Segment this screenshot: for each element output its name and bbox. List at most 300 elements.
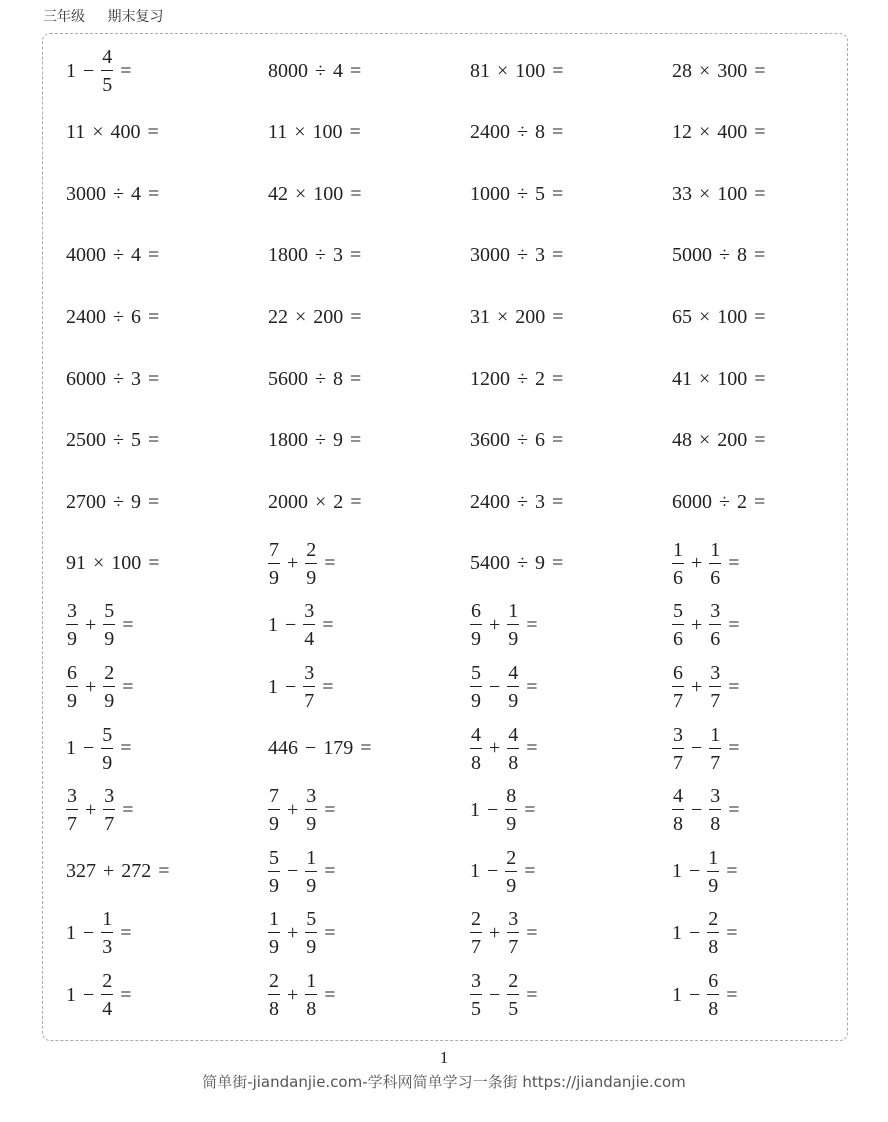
denominator: 9 — [508, 628, 519, 651]
fraction — [66, 786, 78, 834]
operator: = — [360, 737, 372, 760]
number: 48 — [672, 429, 692, 452]
fraction — [66, 601, 78, 649]
operator: × — [92, 121, 104, 144]
operator: − — [83, 921, 95, 944]
fraction — [709, 601, 721, 649]
problem-row — [43, 349, 847, 409]
math-problem — [468, 965, 543, 1025]
fraction — [672, 540, 684, 588]
math-problem — [468, 103, 568, 163]
number: 100 — [717, 182, 748, 205]
operator: = — [728, 675, 740, 698]
operator: + — [85, 613, 97, 636]
fraction — [709, 786, 721, 834]
operator: + — [85, 675, 97, 698]
operator: − — [83, 737, 95, 760]
number: 100 — [313, 182, 344, 205]
numerator: 2 — [103, 663, 115, 687]
problem-grid — [42, 33, 848, 1041]
math-problem — [670, 349, 771, 409]
number: 9 — [534, 552, 545, 575]
math-problem — [468, 719, 543, 779]
operator: = — [726, 860, 738, 883]
number: 1 — [470, 798, 480, 821]
fraction — [101, 47, 113, 95]
math-problem — [670, 780, 745, 840]
operator: = — [148, 552, 160, 575]
denominator: 9 — [269, 566, 279, 589]
operator: × — [699, 305, 711, 328]
math-problem — [670, 164, 771, 224]
math-problem — [266, 965, 341, 1025]
fraction — [507, 909, 519, 957]
math-problem — [64, 903, 137, 963]
operator: = — [726, 983, 738, 1006]
operator: = — [147, 490, 160, 513]
math-problem — [266, 226, 366, 286]
numerator: 3 — [709, 786, 721, 810]
fraction — [305, 971, 317, 1019]
number: 8 — [332, 367, 343, 390]
operator: ÷ — [113, 182, 124, 205]
operator: ÷ — [113, 305, 124, 328]
problem-row — [43, 472, 847, 532]
math-problem — [670, 411, 771, 471]
denominator: 5 — [508, 998, 519, 1020]
number: 8 — [736, 244, 747, 267]
operator: = — [728, 737, 740, 760]
operator: ÷ — [113, 367, 124, 390]
fraction — [709, 540, 721, 588]
operator: − — [285, 613, 297, 636]
operator: − — [691, 798, 703, 821]
math-problem — [468, 41, 569, 101]
number: 200 — [717, 429, 748, 452]
math-problem — [64, 287, 164, 347]
math-problem — [670, 534, 745, 594]
math-problem — [64, 719, 137, 779]
math-problem — [266, 780, 341, 840]
math-problem — [468, 595, 543, 655]
numerator: 3 — [507, 909, 519, 933]
operator: × — [699, 429, 711, 452]
math-problem — [64, 164, 164, 224]
operator: = — [122, 675, 134, 698]
number: 1 — [268, 675, 278, 698]
operator: ÷ — [517, 367, 528, 390]
denominator: 9 — [506, 874, 517, 897]
math-problem — [266, 534, 341, 594]
operator: = — [324, 798, 336, 821]
operator: − — [691, 737, 703, 760]
operator: + — [85, 798, 97, 821]
number: 6 — [534, 429, 545, 452]
number: 272 — [121, 860, 152, 883]
denominator: 7 — [471, 936, 481, 959]
math-problem — [468, 287, 569, 347]
numerator: 3 — [66, 786, 78, 810]
operator: = — [551, 552, 564, 575]
fraction — [268, 971, 280, 1019]
operator: ÷ — [113, 490, 124, 513]
denominator: 8 — [471, 751, 481, 774]
math-problem — [670, 657, 745, 717]
denominator: 9 — [306, 874, 317, 897]
problem-row — [43, 226, 847, 286]
operator: = — [122, 613, 134, 636]
denominator: 8 — [710, 813, 721, 836]
number: 100 — [515, 59, 546, 82]
denominator: 5 — [102, 74, 113, 96]
math-problem — [64, 534, 165, 594]
number: 12 — [672, 121, 692, 144]
operator: = — [753, 490, 766, 513]
number: 1800 — [268, 429, 308, 452]
operator: + — [691, 613, 703, 636]
number: 3 — [332, 244, 343, 267]
denominator: 9 — [269, 813, 279, 836]
operator: × — [699, 367, 711, 390]
numerator: 2 — [305, 540, 317, 564]
numerator: 6 — [707, 971, 719, 995]
operator: = — [324, 860, 336, 883]
number: 1 — [672, 983, 682, 1006]
numerator: 2 — [470, 909, 482, 933]
number: 200 — [515, 305, 546, 328]
numerator: 5 — [305, 909, 317, 933]
number: 200 — [313, 305, 344, 328]
denominator: 8 — [306, 998, 317, 1020]
numerator: 3 — [709, 601, 721, 625]
number: 42 — [268, 182, 288, 205]
numerator: 4 — [470, 725, 482, 749]
numerator: 7 — [268, 540, 280, 564]
operator: = — [120, 737, 132, 760]
number: 1200 — [470, 367, 510, 390]
operator: ÷ — [517, 552, 528, 575]
denominator: 9 — [506, 813, 517, 836]
operator: ÷ — [113, 244, 124, 267]
denominator: 7 — [104, 813, 115, 836]
fraction — [470, 601, 482, 649]
numerator: 6 — [672, 663, 684, 687]
operator: = — [526, 613, 538, 636]
number: 100 — [312, 121, 343, 144]
operator: = — [324, 552, 336, 575]
operator: = — [147, 244, 160, 267]
denominator: 9 — [471, 628, 481, 651]
math-problem — [266, 842, 341, 902]
number: 5400 — [470, 552, 510, 575]
operator: = — [728, 798, 740, 821]
operator: − — [285, 675, 297, 698]
math-problem — [64, 226, 164, 286]
operator: = — [350, 182, 362, 205]
math-problem — [266, 903, 341, 963]
operator: + — [287, 983, 299, 1006]
number: 3000 — [66, 182, 106, 205]
operator: = — [754, 121, 766, 144]
number: 2400 — [66, 305, 106, 328]
fraction — [507, 725, 519, 773]
number: 179 — [323, 737, 354, 760]
numerator: 5 — [672, 601, 684, 625]
number: 1 — [66, 737, 76, 760]
numerator: 4 — [507, 663, 519, 687]
fraction — [303, 663, 315, 711]
denominator: 7 — [673, 751, 683, 774]
denominator: 6 — [710, 566, 721, 589]
operator: = — [552, 59, 564, 82]
problem-row — [43, 903, 847, 963]
number: 5000 — [672, 244, 712, 267]
denominator: 8 — [269, 998, 279, 1020]
number: 100 — [111, 552, 142, 575]
denominator: 9 — [104, 628, 115, 651]
numerator: 1 — [305, 848, 317, 872]
math-problem — [468, 411, 568, 471]
problem-row — [43, 287, 847, 347]
denominator: 9 — [104, 690, 115, 712]
operator: = — [753, 244, 766, 267]
denominator: 9 — [306, 813, 317, 836]
numerator: 6 — [470, 601, 482, 625]
fraction — [305, 909, 317, 957]
operator: + — [489, 613, 501, 636]
operator: = — [147, 182, 160, 205]
operator: − — [487, 860, 499, 883]
operator: − — [487, 798, 499, 821]
number: 81 — [470, 59, 490, 82]
operator: × — [699, 59, 711, 82]
number: 2500 — [66, 429, 106, 452]
math-problem — [468, 780, 541, 840]
numerator: 1 — [305, 971, 317, 995]
number: 65 — [672, 305, 692, 328]
math-problem — [266, 472, 367, 532]
number: 4 — [130, 182, 141, 205]
number: 2 — [534, 367, 545, 390]
fraction — [103, 601, 115, 649]
denominator: 3 — [102, 936, 113, 959]
operator: = — [726, 921, 738, 944]
page-number: 1 — [439, 1048, 449, 1067]
number: 100 — [717, 305, 748, 328]
numerator: 2 — [707, 909, 719, 933]
math-problem — [64, 780, 139, 840]
number: 91 — [66, 552, 86, 575]
header-title: 期末复习 — [107, 9, 164, 25]
fraction — [672, 725, 684, 773]
operator: + — [287, 798, 299, 821]
page-header — [43, 6, 181, 26]
numerator: 1 — [507, 601, 519, 625]
denominator: 8 — [673, 813, 683, 836]
operator: × — [497, 59, 509, 82]
math-problem — [64, 41, 137, 101]
operator: = — [728, 613, 740, 636]
grade-label: 三年级 — [43, 9, 85, 25]
number: 9 — [130, 490, 141, 513]
number: 6000 — [66, 367, 106, 390]
math-problem — [468, 657, 543, 717]
operator: − — [689, 860, 701, 883]
numerator: 3 — [305, 786, 317, 810]
problem-row — [43, 780, 847, 840]
number: 1 — [672, 921, 682, 944]
numerator: 5 — [103, 601, 115, 625]
operator: = — [324, 983, 336, 1006]
math-problem — [266, 657, 339, 717]
number: 8 — [534, 121, 545, 144]
operator: ÷ — [517, 244, 528, 267]
operator: ÷ — [517, 429, 528, 452]
number: 1 — [66, 921, 76, 944]
number: 3600 — [470, 429, 510, 452]
denominator: 9 — [471, 690, 481, 712]
fraction — [268, 909, 280, 957]
operator: ÷ — [315, 244, 326, 267]
operator: − — [489, 983, 501, 1006]
operator: = — [349, 429, 362, 452]
denominator: 6 — [710, 628, 721, 651]
number: 1 — [268, 613, 278, 636]
operator: = — [551, 244, 564, 267]
fraction — [66, 663, 78, 711]
number: 6 — [130, 305, 141, 328]
fraction — [305, 786, 317, 834]
fraction — [303, 601, 315, 649]
operator: = — [526, 921, 538, 944]
math-problem — [670, 226, 770, 286]
denominator: 8 — [508, 751, 519, 774]
numerator: 3 — [303, 601, 315, 625]
denominator: 7 — [67, 813, 77, 836]
numerator: 4 — [101, 47, 113, 71]
problem-row — [43, 657, 847, 717]
number: 2 — [333, 490, 344, 513]
fraction — [709, 663, 721, 711]
denominator: 7 — [710, 751, 721, 774]
operator: = — [120, 59, 132, 82]
operator: = — [349, 367, 362, 390]
fraction — [707, 848, 719, 896]
number: 1000 — [470, 182, 510, 205]
operator: + — [489, 921, 501, 944]
operator: = — [728, 552, 740, 575]
numerator: 7 — [268, 786, 280, 810]
fraction — [507, 601, 519, 649]
operator: + — [691, 552, 703, 575]
operator: + — [489, 737, 501, 760]
denominator: 9 — [306, 566, 317, 589]
fraction — [268, 540, 280, 588]
problem-row — [43, 965, 847, 1025]
math-problem — [670, 595, 745, 655]
denominator: 9 — [269, 936, 279, 959]
operator: = — [120, 921, 132, 944]
numerator: 5 — [268, 848, 280, 872]
denominator: 9 — [67, 690, 77, 712]
operator: × — [699, 121, 711, 144]
fraction — [709, 725, 721, 773]
math-problem — [670, 287, 771, 347]
operator: = — [552, 305, 564, 328]
math-problem — [670, 965, 743, 1025]
problem-row — [43, 41, 847, 101]
numerator: 2 — [505, 848, 517, 872]
operator: ÷ — [719, 244, 730, 267]
math-problem — [64, 842, 175, 902]
denominator: 6 — [673, 566, 683, 589]
math-problem — [670, 41, 771, 101]
numerator: 3 — [66, 601, 78, 625]
fraction — [672, 663, 684, 711]
problem-row — [43, 411, 847, 471]
operator: = — [147, 121, 159, 144]
operator: × — [497, 305, 509, 328]
fraction — [470, 909, 482, 957]
fraction — [268, 848, 280, 896]
number: 28 — [672, 59, 692, 82]
denominator: 9 — [508, 690, 519, 712]
number: 5 — [534, 182, 545, 205]
operator: × — [294, 121, 306, 144]
operator: ÷ — [315, 59, 326, 82]
operator: = — [147, 305, 160, 328]
numerator: 1 — [268, 909, 280, 933]
number: 400 — [110, 121, 141, 144]
operator: − — [489, 675, 501, 698]
operator: ÷ — [113, 429, 124, 452]
number: 6000 — [672, 490, 712, 513]
math-problem — [468, 226, 568, 286]
number: 327 — [66, 860, 96, 883]
operator: = — [551, 367, 564, 390]
math-problem — [266, 287, 367, 347]
operator: × — [315, 490, 327, 513]
denominator: 7 — [673, 690, 683, 712]
math-problem — [266, 164, 367, 224]
math-problem — [64, 349, 164, 409]
operator: = — [754, 182, 766, 205]
denominator: 9 — [708, 874, 719, 897]
fraction — [672, 786, 684, 834]
fraction — [672, 601, 684, 649]
number: 22 — [268, 305, 288, 328]
math-problem — [64, 472, 164, 532]
operator: − — [287, 860, 299, 883]
number: 3000 — [470, 244, 510, 267]
math-problem — [64, 595, 139, 655]
operator: = — [322, 675, 334, 698]
operator: × — [295, 182, 307, 205]
operator: ÷ — [315, 429, 326, 452]
number: 3 — [130, 367, 141, 390]
operator: = — [120, 983, 132, 1006]
operator: = — [147, 367, 160, 390]
operator: ÷ — [315, 367, 326, 390]
operator: − — [305, 737, 317, 760]
math-problem — [670, 472, 770, 532]
denominator: 7 — [710, 690, 721, 712]
number: 1800 — [268, 244, 308, 267]
operator: + — [691, 675, 703, 698]
math-problem — [468, 903, 543, 963]
operator: ÷ — [517, 121, 528, 144]
operator: = — [122, 798, 134, 821]
